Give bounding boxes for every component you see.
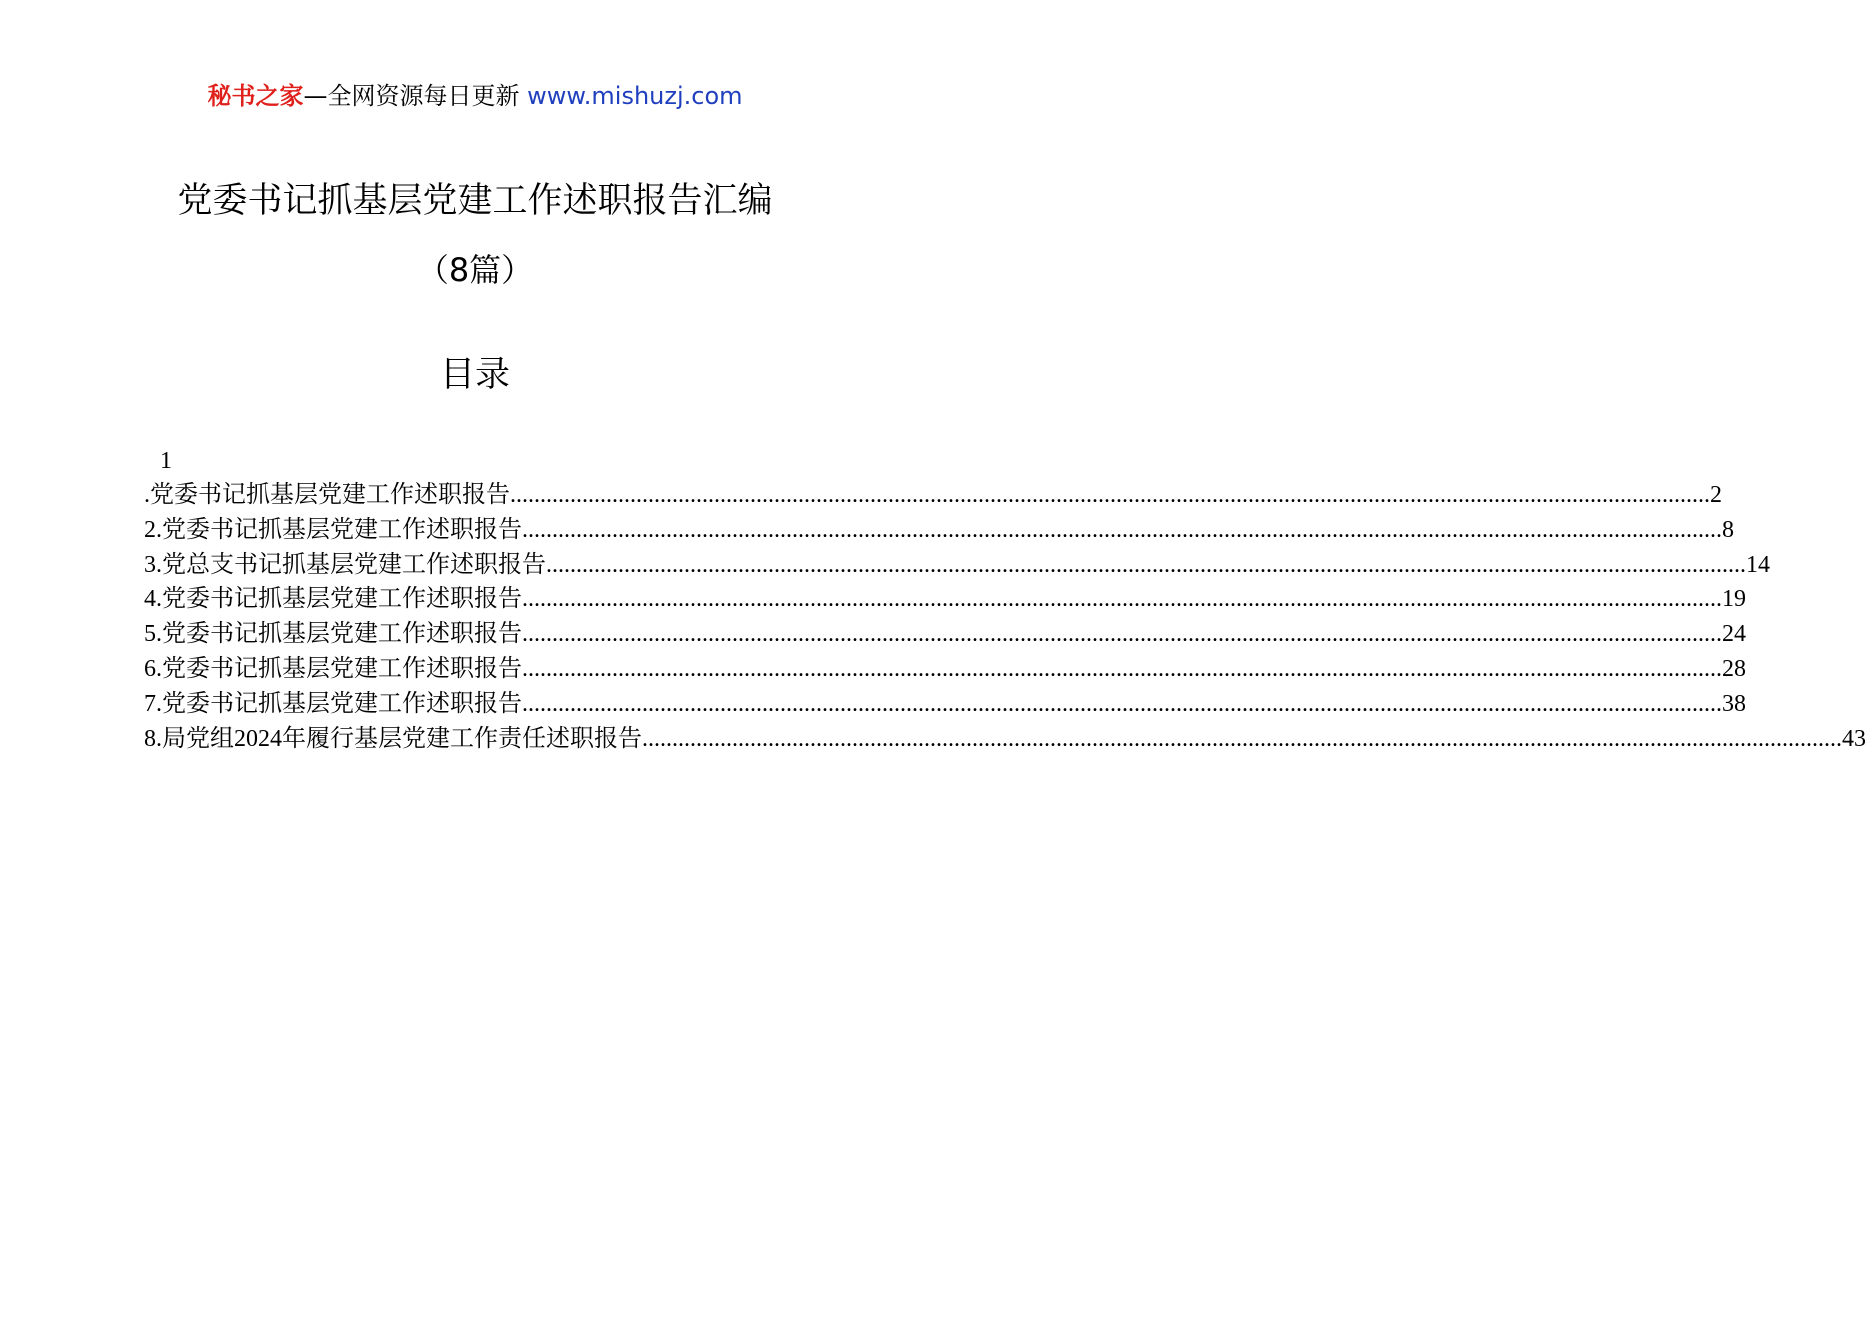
toc-entry-page: 28 bbox=[1722, 655, 1746, 682]
document-title: 党委书记抓基层党建工作述职报告汇编 bbox=[177, 181, 773, 221]
toc-entry[interactable] bbox=[144, 478, 1722, 513]
toc-entry[interactable] bbox=[144, 548, 1770, 583]
toc-dot-leader: ........................................................................................................................................................................................................ bbox=[522, 655, 1722, 682]
document-subtitle: （8篇） bbox=[416, 251, 534, 289]
toc-entry-page: 19 bbox=[1722, 586, 1746, 613]
toc-entry-page: 2 bbox=[1710, 482, 1722, 508]
toc-entry[interactable] bbox=[144, 582, 1746, 617]
header-tagline: —全网资源每日更新 bbox=[303, 82, 520, 110]
toc-entry-label: 3.党总支书记抓基层党建工作述职报告 bbox=[144, 551, 546, 578]
website-link[interactable]: www.mishuzj.com bbox=[527, 82, 743, 110]
toc-entry-page: 24 bbox=[1722, 621, 1746, 648]
toc-dot-leader: ........................................................................................................................................................................................................ bbox=[522, 516, 1722, 543]
toc-entry[interactable] bbox=[144, 652, 1746, 687]
toc-dot-leader: ........................................................................................................................................................................................................ bbox=[546, 551, 1746, 578]
site-header bbox=[0, 80, 950, 112]
toc-first-entry-number: 1 bbox=[160, 448, 172, 474]
toc-heading: 目录 bbox=[439, 355, 510, 395]
toc-entry-page: 8 bbox=[1722, 516, 1734, 543]
toc-dot-leader: ........................................................................................................................................................................................................ bbox=[522, 586, 1722, 613]
toc-entry-label: 2.党委书记抓基层党建工作述职报告 bbox=[144, 516, 522, 543]
toc-entry[interactable] bbox=[144, 722, 1866, 757]
toc-entry[interactable] bbox=[144, 687, 1746, 722]
toc-entry-label: 8.局党组2024年履行基层党建工作责任述职报告 bbox=[144, 725, 642, 752]
toc-dot-leader: ........................................................................................................................................................................................................ bbox=[522, 621, 1722, 648]
toc-entry-page: 43 bbox=[1842, 725, 1866, 752]
toc-entry[interactable] bbox=[144, 513, 1734, 548]
toc-dot-leader: ........................................................................................................................................................................................................ bbox=[642, 725, 1842, 752]
toc-entry-label: .党委书记抓基层党建工作述职报告 bbox=[144, 482, 510, 508]
toc-entry-label: 6.党委书记抓基层党建工作述职报告 bbox=[144, 655, 522, 682]
toc-entry-label: 4.党委书记抓基层党建工作述职报告 bbox=[144, 586, 522, 613]
table-of-contents bbox=[144, 444, 1866, 756]
toc-entry-label: 5.党委书记抓基层党建工作述职报告 bbox=[144, 621, 522, 648]
toc-entry-page: 14 bbox=[1746, 551, 1770, 578]
toc-entry-page: 38 bbox=[1722, 690, 1746, 717]
toc-dot-leader: ........................................................................................................................................................................................................ bbox=[510, 482, 1710, 508]
toc-dot-leader: ........................................................................................................................................................................................................ bbox=[522, 690, 1722, 717]
toc-entry[interactable] bbox=[144, 617, 1746, 652]
brand-name: 秘书之家 bbox=[207, 82, 304, 110]
toc-entry-label: 7.党委书记抓基层党建工作述职报告 bbox=[144, 690, 522, 717]
